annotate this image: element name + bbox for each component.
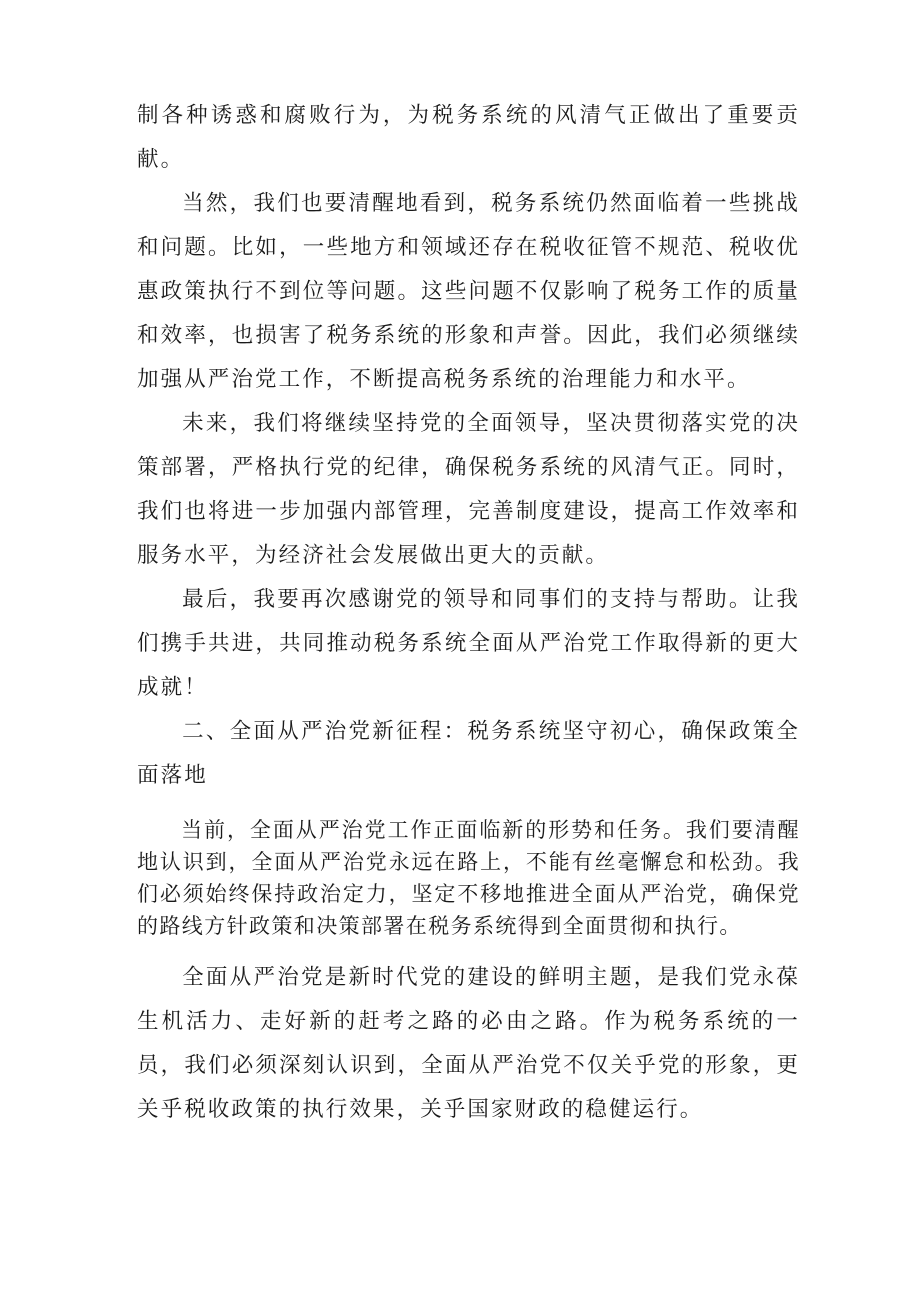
paragraph-challenges: 当然，我们也要清醒地看到，税务系统仍然面临着一些挑战和问题。比如，一些地方和领域还存在税收征管不规范、税收优惠政策执行不到位等问题。这些问题不仅影响了税务工作的质量和效率，也损害了税务系统的形象和声誉。因此，我们必须继续加强从严治党工作，不断提高税务系统的治理能力和水平。 xyxy=(137,191,800,392)
paragraph-future: 未来，我们将继续坚持党的全面领导，坚决贯彻落实党的决策部署，严格执行党的纪律，确保税务系统的风清气正。同时，我们也将进一步加强内部管理，完善制度建设，提高工作效率和服务水平，为经济社会发展做出更大的贡献。 xyxy=(137,411,800,568)
paragraph-current-situation: 当前，全面从严治党工作正面临新的形势和任务。我们要清醒地认识到，全面从严治党永远在路上，不能有丝毫懈怠和松劲。我们必须始终保持政治定力，坚定不移地推进全面从严治党，确保党的路线方针政策和决策部署在税务系统得到全面贯彻和执行。 xyxy=(137,818,800,938)
paragraph-closing: 最后，我要再次感谢党的领导和同事们的支持与帮助。让我们携手共进，共同推动税务系统全面从严治党工作取得新的更大成就！ xyxy=(137,587,800,700)
paragraph-continuation: 制各种诱惑和腐败行为，为税务系统的风清气正做出了重要贡献。 xyxy=(137,103,800,172)
section-heading: 二、全面从严治党新征程：税务系统坚守初心，确保政策全面落地 xyxy=(137,719,800,788)
paragraph-theme: 全面从严治党是新时代党的建设的鲜明主题，是我们党永葆生机活力、走好新的赶考之路的必由之路。作为税务系统的一员，我们必须深刻认识到，全面从严治党不仅关乎党的形象，更关乎税收政策的执行效果，关乎国家财政的稳健运行。 xyxy=(137,965,800,1122)
document-page xyxy=(137,94,800,1132)
